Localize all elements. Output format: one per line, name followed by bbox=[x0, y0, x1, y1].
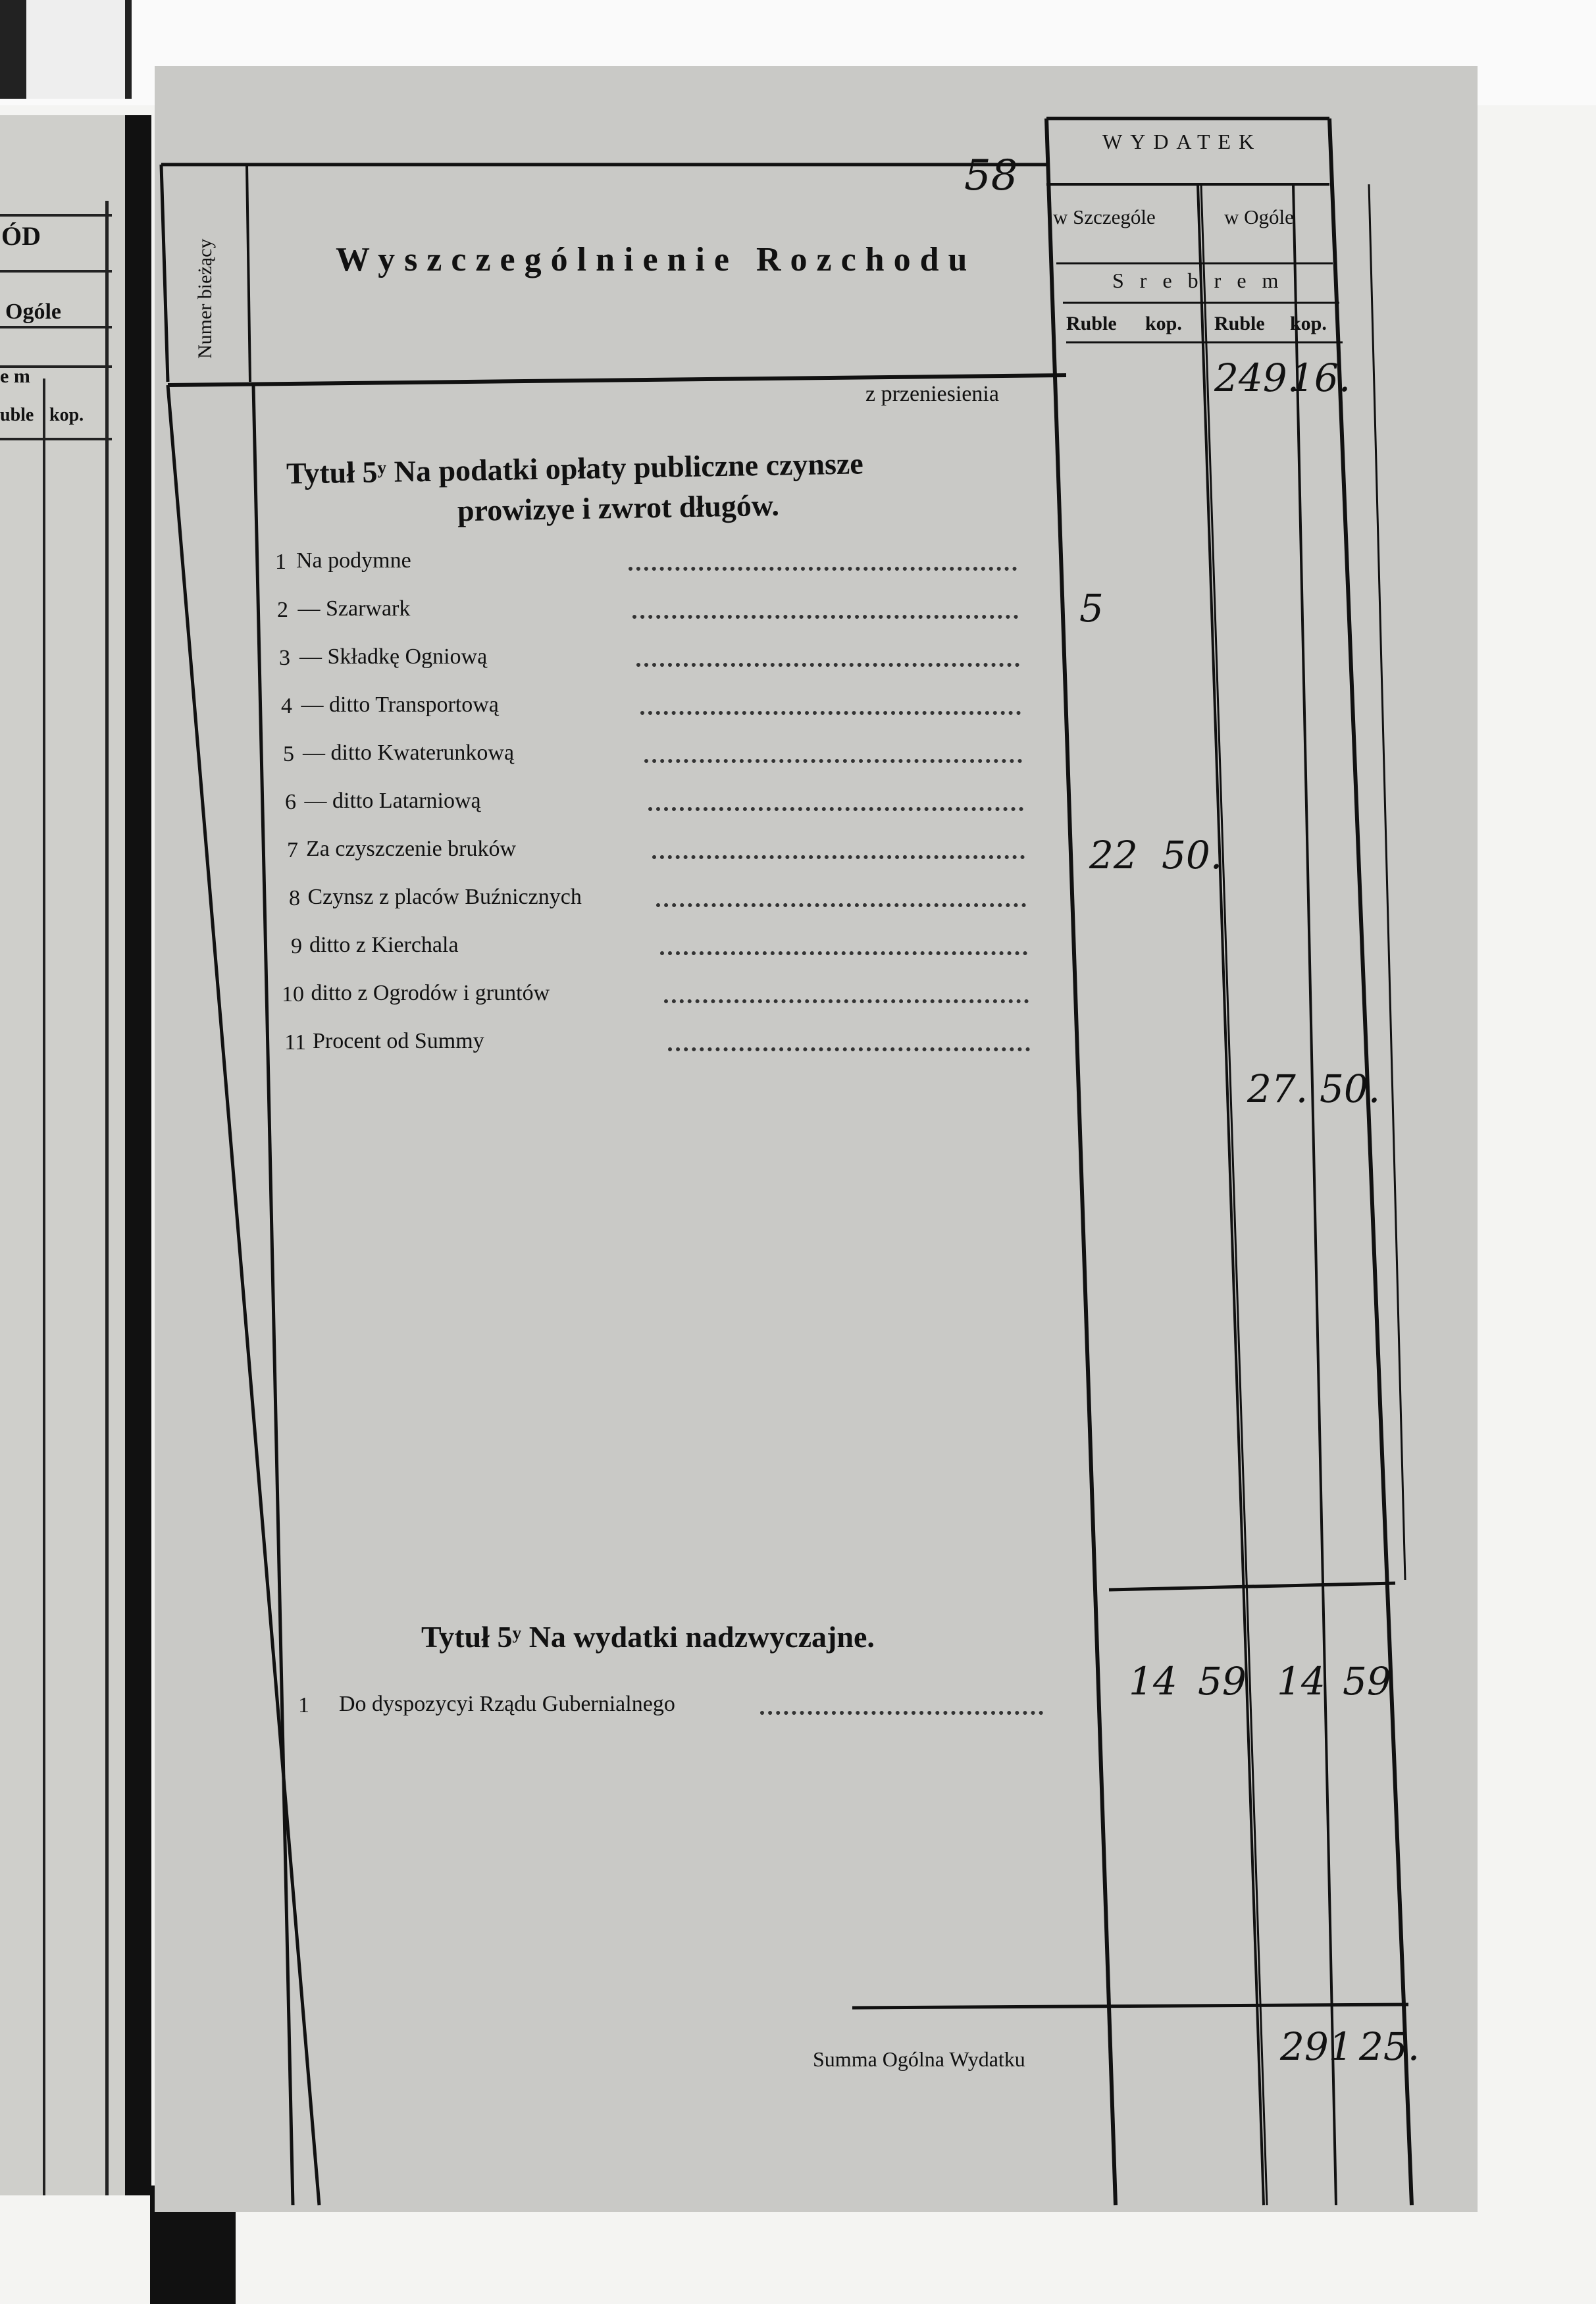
leader-dots bbox=[668, 1045, 1030, 1051]
item-number: 7 bbox=[287, 838, 298, 862]
money-col-1 bbox=[1046, 118, 1116, 2205]
kop-label-1: kop. bbox=[1145, 313, 1182, 334]
kop-label-2: kop. bbox=[1290, 313, 1327, 334]
item-label: Na podymne bbox=[296, 548, 411, 573]
section2-total-ruble: 14 bbox=[1277, 1659, 1326, 1704]
rule bbox=[43, 379, 45, 2195]
summary-kop: 25. bbox=[1359, 2024, 1420, 2069]
summary-ruble: 291 bbox=[1280, 2024, 1353, 2069]
item-number: 11 bbox=[284, 1030, 306, 1055]
item-label: — ditto Kwaterunkową bbox=[303, 741, 515, 765]
item-number: 5 bbox=[283, 742, 294, 766]
item-number: 1 bbox=[275, 550, 286, 574]
leader-dots bbox=[760, 1708, 1043, 1715]
money-col-3 bbox=[1293, 184, 1336, 2205]
book-binding bbox=[125, 115, 151, 2195]
item-number: 3 bbox=[279, 646, 290, 670]
leader-dots bbox=[632, 612, 1018, 619]
section1-title-line2: prowizye i zwrot długów. bbox=[457, 488, 780, 528]
leader-dots bbox=[640, 708, 1021, 715]
rule bbox=[0, 326, 112, 328]
summary-label: Summa Ogólna Wydatku bbox=[813, 2047, 1025, 2071]
money-col-4 bbox=[1329, 118, 1412, 2205]
ruble-label-2: Ruble bbox=[1214, 313, 1265, 334]
fragment-kop: kop. bbox=[49, 405, 84, 425]
section1-total-ruble: 27. bbox=[1247, 1066, 1308, 1111]
item-label: — ditto Transportową bbox=[301, 693, 499, 717]
section2-title: Tytuł 5ʸ Na wydatki nadzwyczajne. bbox=[421, 1620, 875, 1654]
carry-over-kop: 16. bbox=[1290, 355, 1351, 400]
entry-szarwark: 5 bbox=[1079, 586, 1104, 631]
money-col-5 bbox=[1369, 184, 1405, 1580]
rule bbox=[0, 270, 112, 273]
ledger-page bbox=[155, 66, 1478, 2212]
section2-item-label: Do dyspozycyi Rządu Gubernialnego bbox=[339, 1692, 675, 1716]
rule bbox=[0, 438, 112, 440]
w-ogole-label: w Ogóle bbox=[1224, 205, 1294, 228]
section2-item-number: 1 bbox=[298, 1693, 309, 1717]
item-label: Czynsz z placów Buźnicznych bbox=[307, 885, 582, 909]
item-label: Za czyszczenie bruków bbox=[306, 837, 517, 861]
item-label: ditto z Kierchala bbox=[309, 933, 459, 957]
number-col-header-line bbox=[247, 165, 250, 382]
page-number-handwritten: 58 bbox=[964, 151, 1018, 200]
item-number: 2 bbox=[277, 598, 288, 622]
numer-biezacy-label: Numer bieżący bbox=[194, 238, 216, 359]
w-szczegole-label: w Szczególe bbox=[1053, 205, 1156, 228]
item-label: Procent od Summy bbox=[313, 1029, 484, 1053]
item-number: 8 bbox=[289, 886, 300, 910]
item-number: 10 bbox=[282, 982, 304, 1007]
leader-dots bbox=[629, 564, 1017, 571]
fragment-header: ÓD bbox=[1, 221, 41, 251]
item-number: 4 bbox=[281, 694, 292, 718]
leader-dots bbox=[664, 997, 1029, 1003]
section2-total-kop: 59 bbox=[1343, 1659, 1391, 1704]
leader-dots bbox=[656, 901, 1026, 907]
fragment-em: e m bbox=[0, 365, 30, 387]
section2-detail-kop: 59 bbox=[1198, 1659, 1247, 1704]
section2-detail-ruble: 14 bbox=[1129, 1659, 1177, 1704]
item-label: — ditto Latarniową bbox=[304, 789, 481, 813]
item-label: — Składkę Ogniową bbox=[299, 644, 488, 669]
item-number: 9 bbox=[291, 934, 302, 958]
previous-page-fragment bbox=[0, 115, 132, 2195]
entry-czynsz-ruble: 22 bbox=[1089, 833, 1138, 877]
carry-over-label: z przeniesienia bbox=[865, 382, 999, 406]
money-col-2b bbox=[1201, 184, 1267, 2205]
section-total-rule bbox=[1109, 1583, 1395, 1590]
srebrem-label: Srebrem bbox=[1112, 269, 1295, 292]
page-title: Wyszczególnienie Rozchodu bbox=[336, 241, 977, 278]
entry-czynsz-kop: 50. bbox=[1162, 833, 1223, 877]
section1-title-line1: Tytuł 5ʸ Na podatki opłaty publiczne czynsze bbox=[286, 446, 864, 490]
rule bbox=[0, 214, 112, 217]
leader-dots bbox=[636, 660, 1019, 667]
leader-dots bbox=[644, 756, 1022, 763]
left-border bbox=[161, 165, 168, 382]
fragment-ogole: Ogóle bbox=[5, 300, 61, 324]
fragment-ruble: uble bbox=[0, 405, 34, 425]
section1-total-kop: 50. bbox=[1320, 1066, 1381, 1111]
left-body-border bbox=[168, 385, 319, 2205]
wydatek-label: WYDATEK bbox=[1102, 130, 1262, 153]
leader-dots bbox=[660, 949, 1027, 955]
item-label: — Szarwark bbox=[297, 596, 411, 621]
carry-over-ruble: 249. bbox=[1214, 355, 1300, 400]
money-col-2 bbox=[1198, 184, 1264, 2205]
rule bbox=[105, 201, 109, 2195]
item-label: ditto z Ogrodów i gruntów bbox=[311, 981, 550, 1005]
scan-light-corner bbox=[26, 0, 125, 99]
leader-dots bbox=[648, 804, 1023, 811]
leader-dots bbox=[652, 852, 1025, 859]
ruble-label-1: Ruble bbox=[1066, 313, 1117, 334]
summary-rule bbox=[852, 2004, 1408, 2008]
item-number: 6 bbox=[285, 790, 296, 814]
